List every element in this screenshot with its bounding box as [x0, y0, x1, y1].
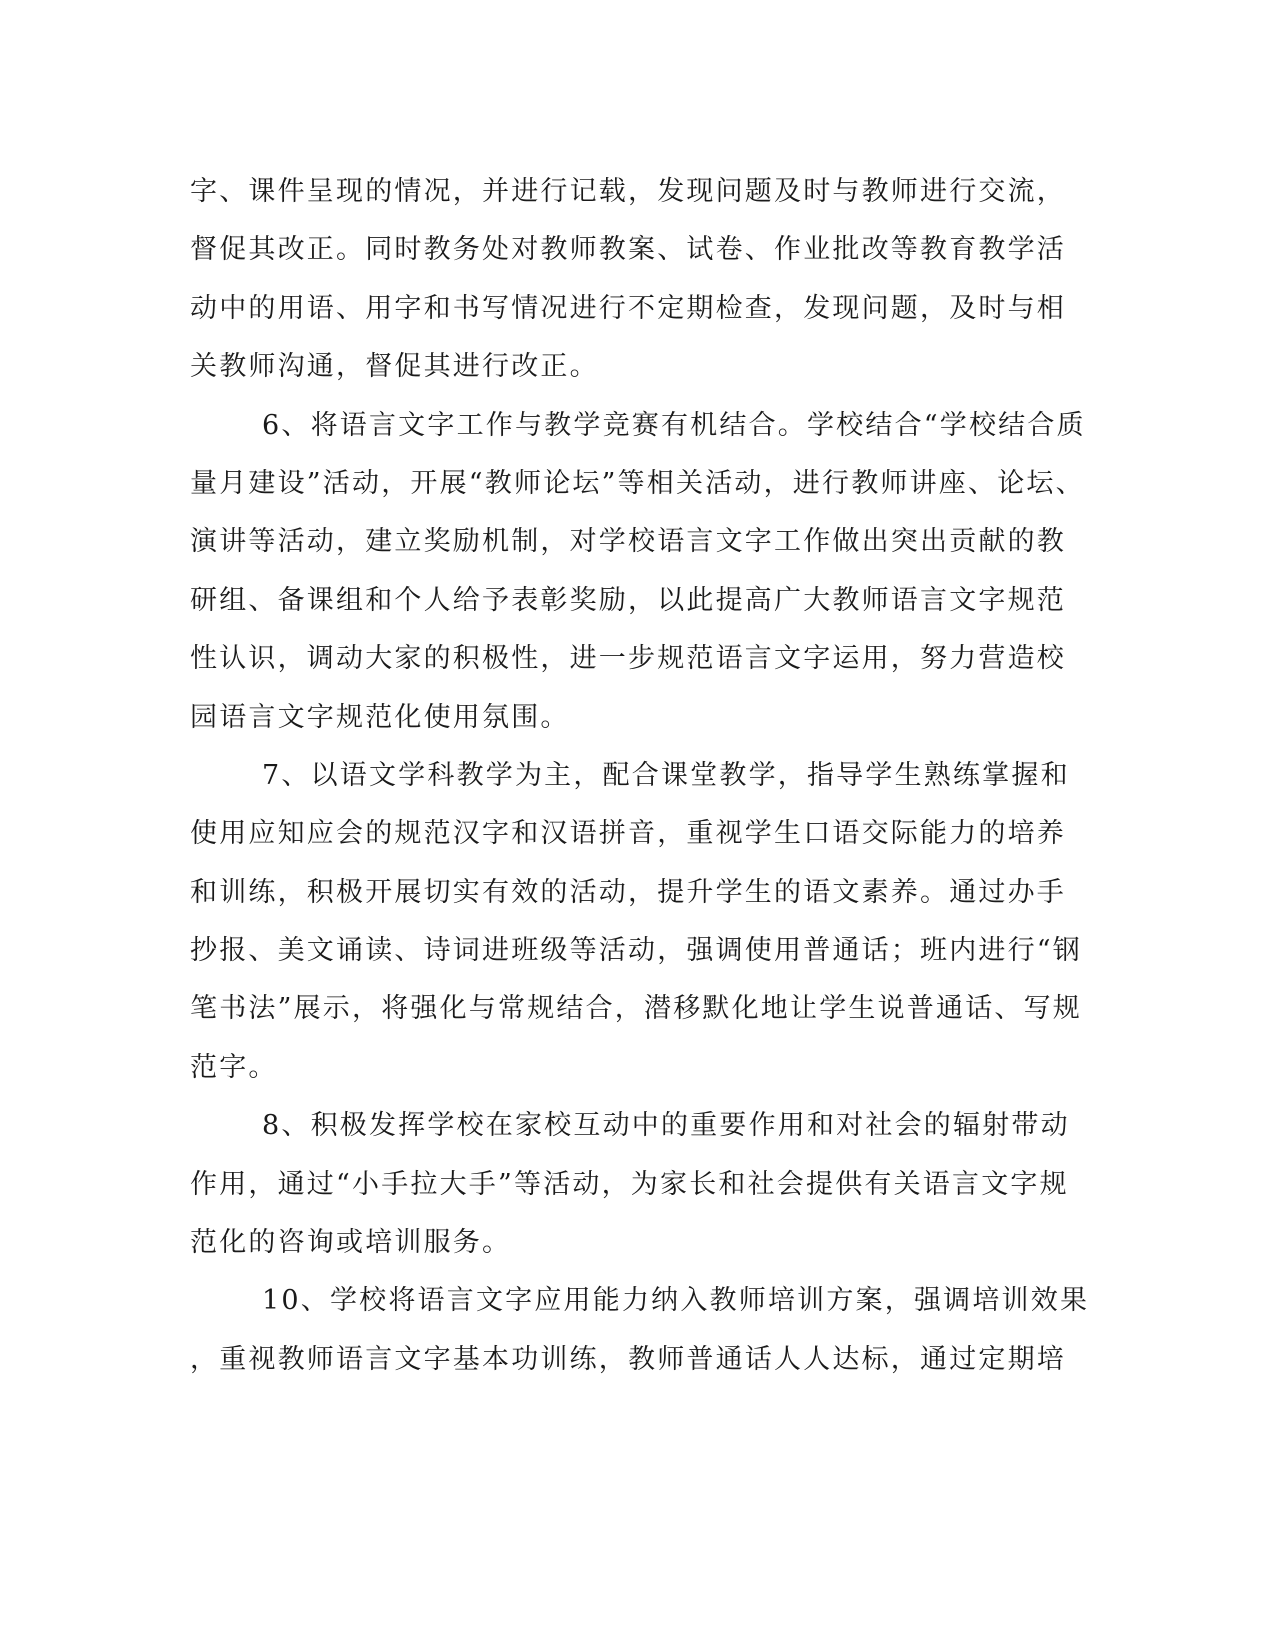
paragraph-10-start: 10、学校将语言文字应用能力纳入教师培训方案，强调培训效果: [262, 1285, 1090, 1317]
text-line: 笔书法”展示，将强化与常规结合，潜移默化地让学生说普通话、写规: [190, 993, 1083, 1025]
text-line: 使用应知应会的规范汉字和汉语拼音，重视学生口语交际能力的培养: [190, 818, 1066, 850]
text-line: 量月建设”活动，开展“教师论坛”等相关活动，进行教师讲座、论坛、: [190, 467, 1085, 499]
text-line: 作用，通过“小手拉大手”等活动，为家长和社会提供有关语言文字规: [190, 1168, 1069, 1200]
document-body: [190, 163, 1090, 1389]
text-line: 范字。: [190, 1051, 278, 1083]
paragraph-8-start: 8、积极发挥学校在家校互动中的重要作用和对社会的辐射带动: [262, 1110, 1070, 1142]
text-line: 字、课件呈现的情况，并进行记载，发现问题及时与教师进行交流，: [190, 176, 1066, 207]
text-line: 范化的咨询或培训服务。: [190, 1227, 512, 1259]
text-line: 动中的用语、用字和书写情况进行不定期检查，发现问题，及时与相: [190, 292, 1066, 324]
text-line: 研组、备课组和个人给予表彰奖励，以此提高广大教师语言文字规范: [190, 584, 1066, 616]
text-line: 演讲等活动，建立奖励机制，对学校语言文字工作做出突出贡献的教: [190, 526, 1066, 558]
text-line: 督促其改正。同时教务处对教师教案、试卷、作业批改等教育教学活: [190, 234, 1066, 266]
text-line: 性认识，调动大家的积极性，进一步规范语言文字运用，努力营造校: [190, 643, 1066, 675]
paragraph-6-start: 6、将语言文字工作与教学竞赛有机结合。学校结合“学校结合质: [262, 409, 1086, 441]
text-line: 关教师沟通，督促其进行改正。: [190, 351, 599, 383]
text-line: 园语言文字规范化使用氛围。: [190, 701, 570, 733]
paragraph-7-start: 7、以语文学科教学为主，配合课堂教学，指导学生熟练掌握和: [262, 759, 1070, 791]
text-line: 和训练，积极开展切实有效的活动，提升学生的语文素养。通过办手: [190, 876, 1066, 908]
text-line: 抄报、美文诵读、诗词进班级等活动，强调使用普通话；班内进行“钢: [190, 935, 1083, 967]
text-line: ，重视教师语言文字基本功训练，教师普通话人人达标，通过定期培: [190, 1343, 1066, 1375]
